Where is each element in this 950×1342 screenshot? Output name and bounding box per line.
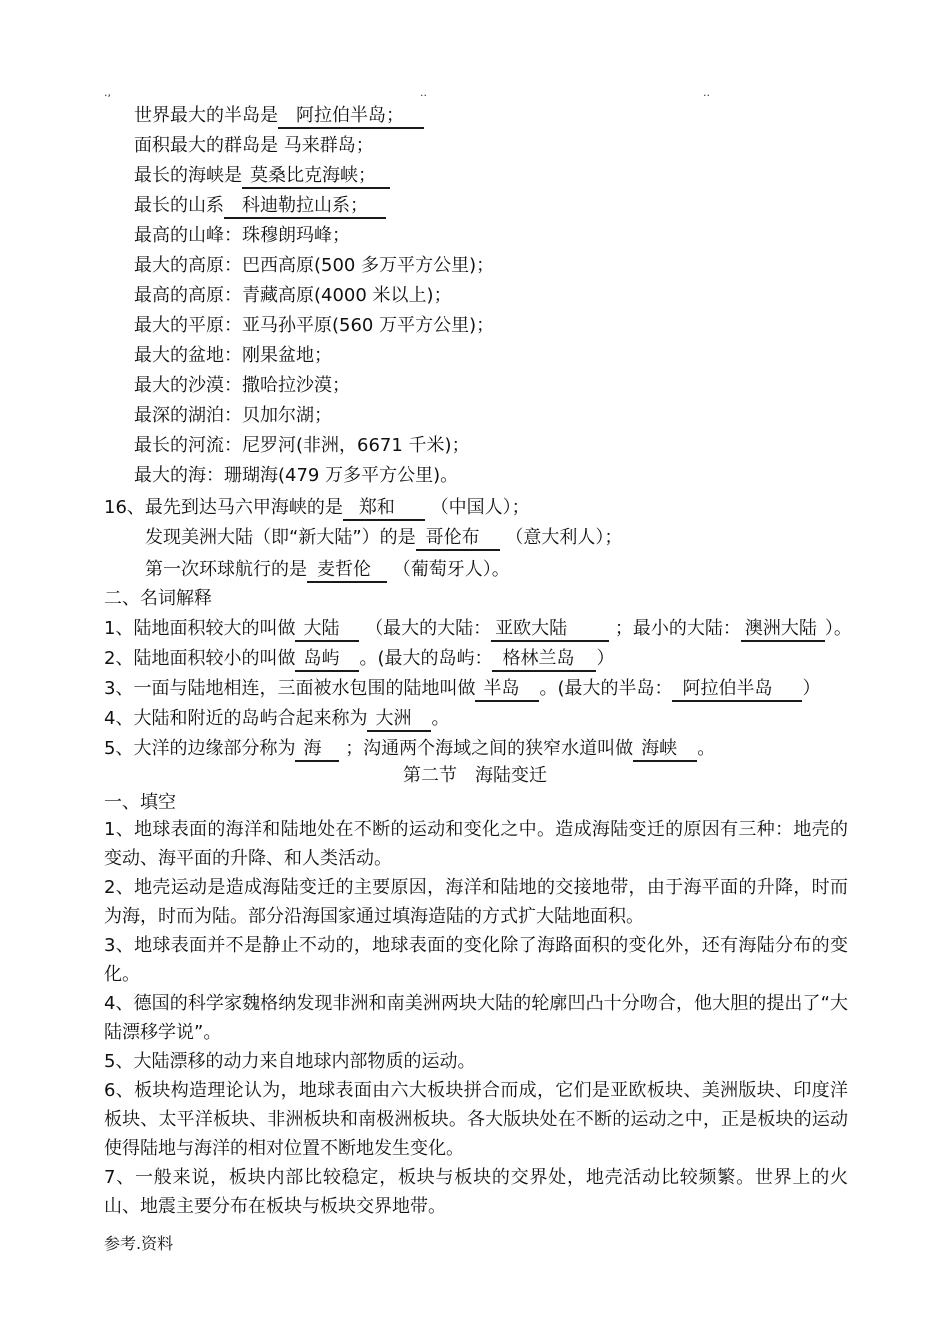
answer-blank: 科迪勒拉山系； <box>224 195 386 219</box>
paragraph-1: 1、地球表面的海洋和陆地处在不断的运动和变化之中。造成海陆变迁的原因有三种：地壳的变动、海平面的升降、和人类活动。 <box>104 819 848 869</box>
fact-largest-basin: 最大的盆地：刚果盆地； <box>134 345 332 366</box>
answer-blank: 大洲 <box>367 708 431 732</box>
footer-text: 参考.资料 <box>104 1234 174 1253</box>
term-text: （最大的大陆： <box>365 618 492 639</box>
term-text: 4、大陆和附近的岛屿合起来称为 <box>104 708 368 729</box>
fact-largest-sea: 最大的海：珊瑚海(479 万多平方公里)。 <box>134 465 459 486</box>
answer-blank: 亚欧大陆 <box>491 618 609 642</box>
fact-highest-plateau: 最高的高原：青藏高原(4000 米以上)； <box>134 285 452 306</box>
term-text: ） <box>596 648 615 669</box>
term-text: 1、陆地面积较大的叫做 <box>104 618 296 639</box>
question-text: 16、最先到达马六甲海峡的是 <box>104 497 343 518</box>
question-16-c <box>145 558 915 583</box>
question-note: （中国人）； <box>430 497 530 518</box>
header-dots-right: .. <box>703 86 710 99</box>
answer-blank: 郑和 <box>343 497 425 521</box>
paragraph-3: 3、地球表面并不是静止不动的，地球表面的变化除了海路面积的变化外，还有海陆分布的变化。 <box>104 935 848 985</box>
fact-label: 最长的海峡是 <box>134 165 242 186</box>
answer-blank: 岛屿 <box>295 648 359 672</box>
fact-label: 最长的山系 <box>134 195 224 216</box>
header-dots-left: ., <box>104 86 111 99</box>
answer-blank: 莫桑比克海峡； <box>242 165 390 189</box>
fact-largest-desert: 最大的沙漠：撒哈拉沙漠； <box>134 375 350 396</box>
question-note: （意大利人）； <box>505 527 623 548</box>
header-dots-middle: .. <box>420 86 427 99</box>
term-text: ）。 <box>824 618 852 639</box>
answer-blank: 格林兰岛 <box>492 648 596 672</box>
term-text: 。 <box>697 738 716 759</box>
section-heading-fill: 一、填空 <box>104 792 176 813</box>
question-text: 第一次环球航行的是 <box>145 559 307 580</box>
answer-blank: 哥伦布 <box>416 527 500 551</box>
term-peninsula <box>104 677 874 702</box>
section-heading-terms: 二、名词解释 <box>104 588 212 609</box>
paragraph-4: 4、德国的科学家魏格纳发现非洲和南美洲两块大陆的轮廓凹凸十分吻合，他大胆的提出了“大陆漂移学说”。 <box>104 993 848 1043</box>
paragraph-7: 7、一般来说，板块内部比较稳定，板块与板块的交界处，地壳活动比较频繁。世界上的火山、地震主要分布在板块与板块交界地带。 <box>104 1167 848 1217</box>
fact-deepest-lake: 最深的湖泊：贝加尔湖； <box>134 405 332 426</box>
answer-blank: 海 <box>295 738 339 762</box>
question-note: （葡萄牙人）。 <box>392 559 510 580</box>
question-text: 发现美洲大陆（即“新大陆”）的是 <box>145 527 416 548</box>
fact-largest-peninsula <box>134 104 904 129</box>
term-text: ；最小的大陆： <box>614 618 741 639</box>
fact-label: 面积最大的群岛是 <box>134 135 278 156</box>
question-16 <box>104 496 874 521</box>
term-sea-strait <box>104 737 874 762</box>
answer-blank: 阿拉伯半岛； <box>278 105 424 129</box>
fact-longest-strait <box>134 164 904 189</box>
term-text: 。(最大的半岛： <box>539 678 673 699</box>
fact-answer: 马来群岛； <box>283 135 374 156</box>
term-text: 3、一面与陆地相连，三面被水包围的陆地叫做 <box>104 678 476 699</box>
paragraph-2: 2、地壳运动是造成海陆变迁的主要原因，海洋和陆地的交接地带，由于海平面的升降，时而为海，时而为陆。部分沿海国家通过填海造陆的方式扩大陆地面积。 <box>104 877 848 927</box>
fact-largest-plateau: 最大的高原：巴西高原(500 多万平方公里)； <box>134 255 495 276</box>
term-island <box>104 647 874 672</box>
answer-blank: 海峡 <box>633 738 697 762</box>
answer-blank: 半岛 <box>475 678 539 702</box>
term-continent <box>104 617 874 642</box>
fact-label: 世界最大的半岛是 <box>134 105 278 126</box>
term-text: ；沟通两个海域之间的狭窄水道叫做 <box>345 738 634 759</box>
term-text: ） <box>802 678 821 699</box>
term-text: 。(最大的岛屿： <box>359 648 493 669</box>
paragraph-6: 6、板块构造理论认为，地球表面由六大板块拼合而成，它们是亚欧板块、美洲版块、印度洋板块、太平洋板块、非洲板块和南极洲板块。各大版块处在不断的运动之中，正是板块的运动使得陆地与海洋的相对位置不断地发生变化。 <box>104 1080 848 1159</box>
term-text: 5、大洋的边缘部分称为 <box>104 738 296 759</box>
answer-blank: 麦哲伦 <box>307 559 387 583</box>
answer-blank: 澳洲大陆 <box>741 618 825 642</box>
answer-blank: 大陆 <box>295 618 359 642</box>
chapter-title: 第二节 海陆变迁 <box>403 765 547 786</box>
term-text: 。 <box>431 708 450 729</box>
fact-longest-mountain-range <box>134 194 904 219</box>
fact-longest-river: 最长的河流：尼罗河(非洲，6671 千米)； <box>134 435 470 456</box>
term-continent-region <box>104 707 874 732</box>
term-text: 2、陆地面积较小的叫做 <box>104 648 296 669</box>
fact-highest-peak: 最高的山峰：珠穆朗玛峰； <box>134 225 350 246</box>
paragraph-5: 5、大陆漂移的动力来自地球内部物质的运动。 <box>104 1051 476 1072</box>
fact-largest-archipelago <box>134 134 904 158</box>
question-16-b <box>145 526 915 551</box>
fact-largest-plain: 最大的平原：亚马孙平原(560 万平方公里)； <box>134 315 495 336</box>
answer-blank: 阿拉伯半岛 <box>672 678 802 702</box>
